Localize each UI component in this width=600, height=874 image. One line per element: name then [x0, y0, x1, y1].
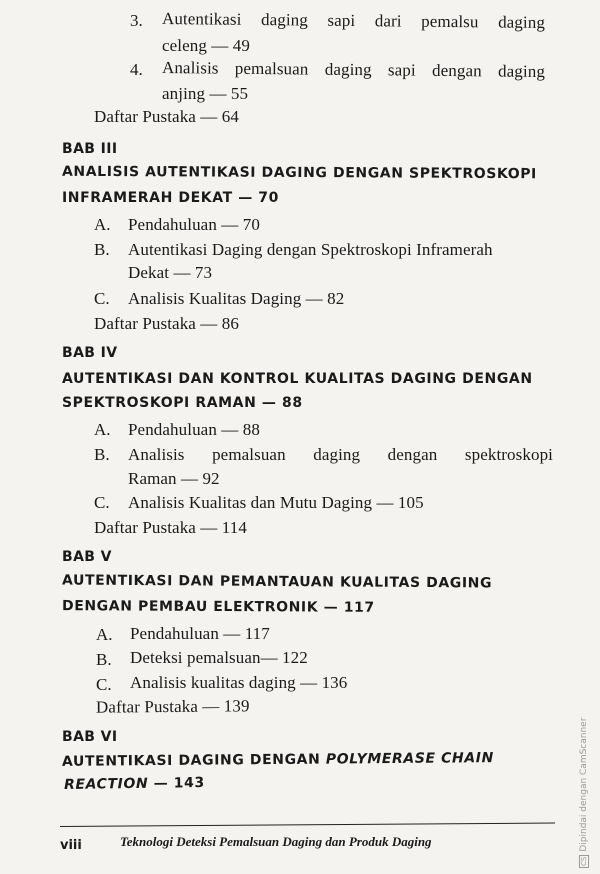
- footer-page-number: viii: [60, 838, 82, 853]
- toc-item-number: 4.: [130, 60, 143, 79]
- toc-item-letter: B.: [94, 240, 110, 259]
- toc-item-line: Autentikasi daging sapi dari pemalsu daging: [161, 8, 546, 33]
- toc-item-line: Dekat — 73: [128, 263, 213, 282]
- toc-item-line: Deteksi pemalsuan— 122: [130, 648, 308, 667]
- toc-item-line: Analisis pemalsuan daging sapi dengan daging: [161, 57, 546, 82]
- chapter-title: AUTENTIKASI DAN PEMANTAUAN KUALITAS DAGING: [61, 572, 493, 592]
- references-entry: Daftar Pustaka — 139: [95, 696, 250, 717]
- watermark-label: Dipindai dengan CamScanner: [579, 717, 589, 852]
- toc-item-letter: C.: [94, 493, 110, 512]
- toc-item-line: Raman — 92: [128, 469, 220, 488]
- chapter-title: INFRAMERAH DEKAT — 70: [62, 190, 279, 206]
- references-entry: Daftar Pustaka — 114: [94, 518, 247, 537]
- references-entry: Daftar Pustaka — 86: [94, 314, 239, 333]
- chapter-label: BAB IV: [62, 345, 118, 361]
- chapter-label: BAB III: [62, 141, 118, 157]
- toc-item-letter: A.: [94, 215, 111, 234]
- chapter-title: AUTENTIKASI DAN KONTROL KUALITAS DAGING DENGAN: [62, 371, 533, 387]
- toc-item-letter: C.: [94, 289, 110, 308]
- toc-item-number: 3.: [130, 11, 143, 30]
- chapter-title-italic: REACTION: [63, 775, 149, 793]
- toc-item-letter: A.: [94, 420, 111, 439]
- toc-item-letter: A.: [96, 625, 113, 644]
- toc-item-line: Analisis Kualitas dan Mutu Daging — 105: [128, 493, 424, 512]
- toc-item-line: Analisis pemalsuan daging dengan spektroskopi: [128, 445, 553, 464]
- toc-item-letter: B.: [96, 650, 112, 669]
- chapter-title: [64, 775, 205, 793]
- chapter-label: BAB VI: [62, 729, 118, 745]
- scanner-watermark-text: [579, 718, 589, 868]
- footer-book-title: Teknologi Deteksi Pemalsuan Daging dan Produk Daging: [120, 834, 432, 849]
- toc-item-line: anjing — 55: [162, 84, 249, 103]
- scanner-watermark: [575, 717, 595, 868]
- chapter-title: DENGAN PEMBAU ELEKTRONIK — 117: [61, 598, 375, 616]
- toc-item-line: Analisis kualitas daging — 136: [130, 673, 348, 692]
- toc-item-letter: B.: [94, 445, 110, 464]
- toc-item-line: Autentikasi Daging dengan Spektroskopi Inframerah: [128, 240, 493, 259]
- chapter-title: SPEKTROSKOPI RAMAN — 88: [62, 395, 303, 411]
- camscanner-logo-icon: CS: [580, 856, 588, 866]
- chapter-title-italic: POLYMERASE CHAIN: [325, 750, 494, 768]
- toc-item-line: Pendahuluan — 117: [130, 624, 270, 643]
- chapter-title: [62, 750, 494, 770]
- toc-item-line: Pendahuluan — 88: [128, 420, 260, 439]
- chapter-label: BAB V: [62, 549, 112, 565]
- footer-rule: [60, 823, 555, 827]
- toc-item-line: celeng — 49: [162, 36, 250, 55]
- chapter-title-part: AUTENTIKASI DAGING DENGAN: [61, 751, 326, 770]
- chapter-title: ANALISIS AUTENTIKASI DAGING DENGAN SPEKTROSKOPI: [61, 163, 537, 183]
- toc-item-letter: C.: [96, 675, 112, 694]
- toc-item-line: Pendahuluan — 70: [128, 215, 260, 234]
- chapter-title-part: — 143: [148, 775, 205, 792]
- toc-item-line: Analisis Kualitas Daging — 82: [128, 289, 345, 308]
- references-entry: Daftar Pustaka — 64: [94, 107, 239, 126]
